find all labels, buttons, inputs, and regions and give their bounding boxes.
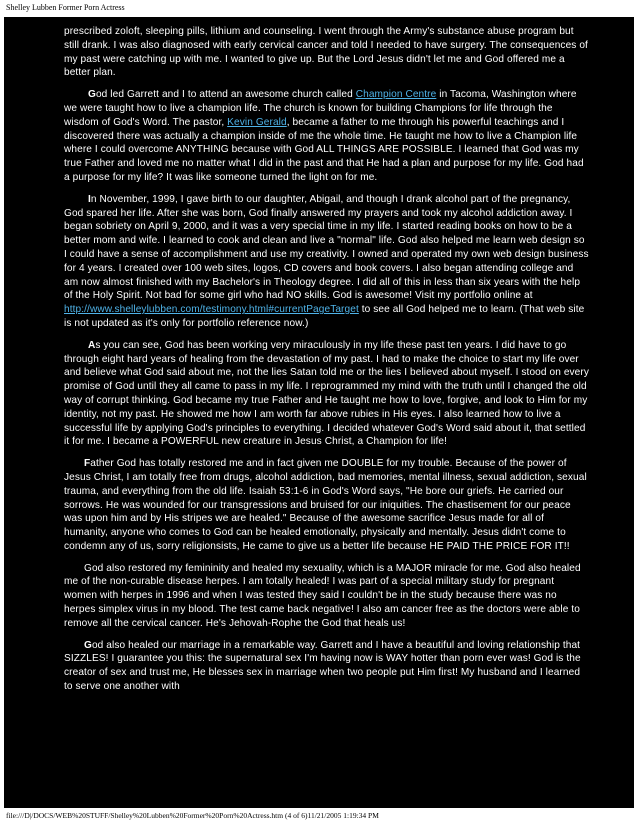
paragraph: [64, 562, 590, 631]
drop-cap: I: [88, 193, 91, 205]
paragraph-text: ather God has totally restored me and in fact given me DOUBLE for my trouble. Because of the power of Jesus Christ, I am totally free from drugs, alcohol addiction, bad memories, mental illness, sexual addiction, sexual trauma, and everything from the old life. Isaiah 53:1-6 in God's Word says, "He bore our griefs. He carried our sorrows. He was wounded for our transgressions and bruised for our iniquities. The chastisement for our peace was upon him and by His stripes we are healed." Because of the awesome sacrifice Jesus made for all of humanity, anyone who comes to God can be healed emotionally, physically and mentally. Jesus didn't come to condemn any of us, sorry religionsists, He came to give us a better life because HE PAID THE PRICE FOR IT!!: [64, 458, 587, 552]
drop-cap: G: [84, 639, 92, 651]
paragraph: [64, 639, 590, 694]
paragraph: [64, 25, 590, 80]
paragraph-text: to see all God helped me to learn. (That web site is not updated as it's only for portfolio reference now.): [64, 304, 585, 329]
paragraph-text: n November, 1999, I gave birth to our daughter, Abigail, and though I drank alcohol part of the pregnancy, God spared her life. After she was born, God finally answered my prayers and took my alcohol addiction away. I began sobriety on April 9, 2000, and it was a very special time in my life. I started reading books on how to be a better mom and wife. I learned to cook and clean and live a "normal" life. God also helped me learn web design so I could have a sense of accomplishment and use my creativity. I owned and operated my own web design business for 4 years. I created over 100 web sites, logos, CD covers and book covers. I also began attending college and am now almost finished with my Bachelor's in Theology degree. I did all of this in less than six years with the help of the Holy Spirit. Not bad for some girl who had NO skills. God is awesome! Visit my portfolio online at: [64, 193, 589, 302]
paragraph-text: prescribed zoloft, sleeping pills, lithium and counseling. I went through the Army's substance abuse program but still drank. I was also diagnosed with early cervical cancer and told I needed to have surgery. The consequences of my past were catching up with me. I wanted to give up. But the Lord Jesus didn't let me and God offered me a better plan.: [64, 26, 588, 79]
paragraph-text: od led Garrett and I to attend an awesome church called: [95, 89, 356, 101]
paragraph-text: in Tacoma, Washington where we were taught how to live a champion life. The church is known for building Champions for life through the wisdom of God's Word. The pastor,: [64, 89, 577, 128]
paragraph: [64, 457, 590, 554]
paragraph-text: s you can see, God has been working very miraculously in my life these past ten years. I did have to go through eight hard years of healing from the devastation of my past. I had to make the choice to start my life over and believe what God said about me, not the lies Satan told me or the lies I believed about myself. I stood on every promise of God until they all came to pass in my life. I reprogrammed my mind with the truth until I changed the old way of corrupt thinking. God became my true Father and He taught me how to love, forgive, and look to Him for my identity, not my past. He showed me how I am worth far above rubies in His eyes. I also learned how to live a successful life by applying God's principles to everything. I decided whatever God's Word said about it, that settled it for me. I became a POWERFUL new creature in Jesus Christ, a Champion for life!: [64, 339, 590, 448]
kevin-gerald-link[interactable]: Kevin Gerald: [227, 116, 287, 128]
drop-cap: F: [84, 458, 91, 470]
print-header-title: Shelley Lubben Former Porn Actress: [6, 3, 125, 12]
paragraph-text: , became a father to me through his powerful teachings and I discovered there was actually a champion inside of me the whole time. He taught me how to live a Champion life where I could overcome ANYTHING because with God ALL THINGS ARE POSSIBLE. I learned that God was my true Father and loved me no matter what I did in the past and that He had a plan and purpose for my life. God had a purpose for my life? It was like someone turned the light on for me.: [64, 116, 584, 183]
article-content: [64, 25, 590, 702]
paragraph: [64, 339, 590, 449]
drop-cap: G: [88, 89, 96, 101]
drop-cap: A: [88, 339, 96, 351]
paragraph: [64, 193, 590, 331]
portfolio-link[interactable]: http://www.shelleylubben.com/testimony.html#currentPageTarget: [64, 304, 359, 316]
paragraph-text: od also healed our marriage in a remarkable way. Garrett and I have a beautiful and loving relationship that SIZZLES! I guarantee you this: the supernatural sex I'm having now is WAY hotter than porn ever was! God is the creator of sex and trust me, He blesses sex in marriage when two people put Him first! My husband and I learned to serve one another with: [64, 639, 581, 693]
print-footer-path: file:///D|/DOCS/WEB%20STUFF/Shelley%20Lubben%20Former%20Porn%20Actress.htm (4 of 6)11/21/2005 1:19:34 PM: [6, 811, 379, 820]
paragraph-text: God also restored my femininity and healed my sexuality, which is a MAJOR miracle for me. God also healed me of the non-curable disease herpes. I am totally healed! I was part of a special military study for pregnant women with herpes in 1996 and when I was tested they said I couldn't be in the study because there was no herpes simplex virus in my blood. The test came back negative! I also am cancer free as the doctors were able to remove all the cervical cancer. He's Jehovah-Rophe the God that heals us!: [64, 562, 581, 629]
page-body: [4, 17, 634, 808]
champion-centre-link[interactable]: Champion Centre: [355, 89, 437, 101]
paragraph: [64, 88, 590, 185]
